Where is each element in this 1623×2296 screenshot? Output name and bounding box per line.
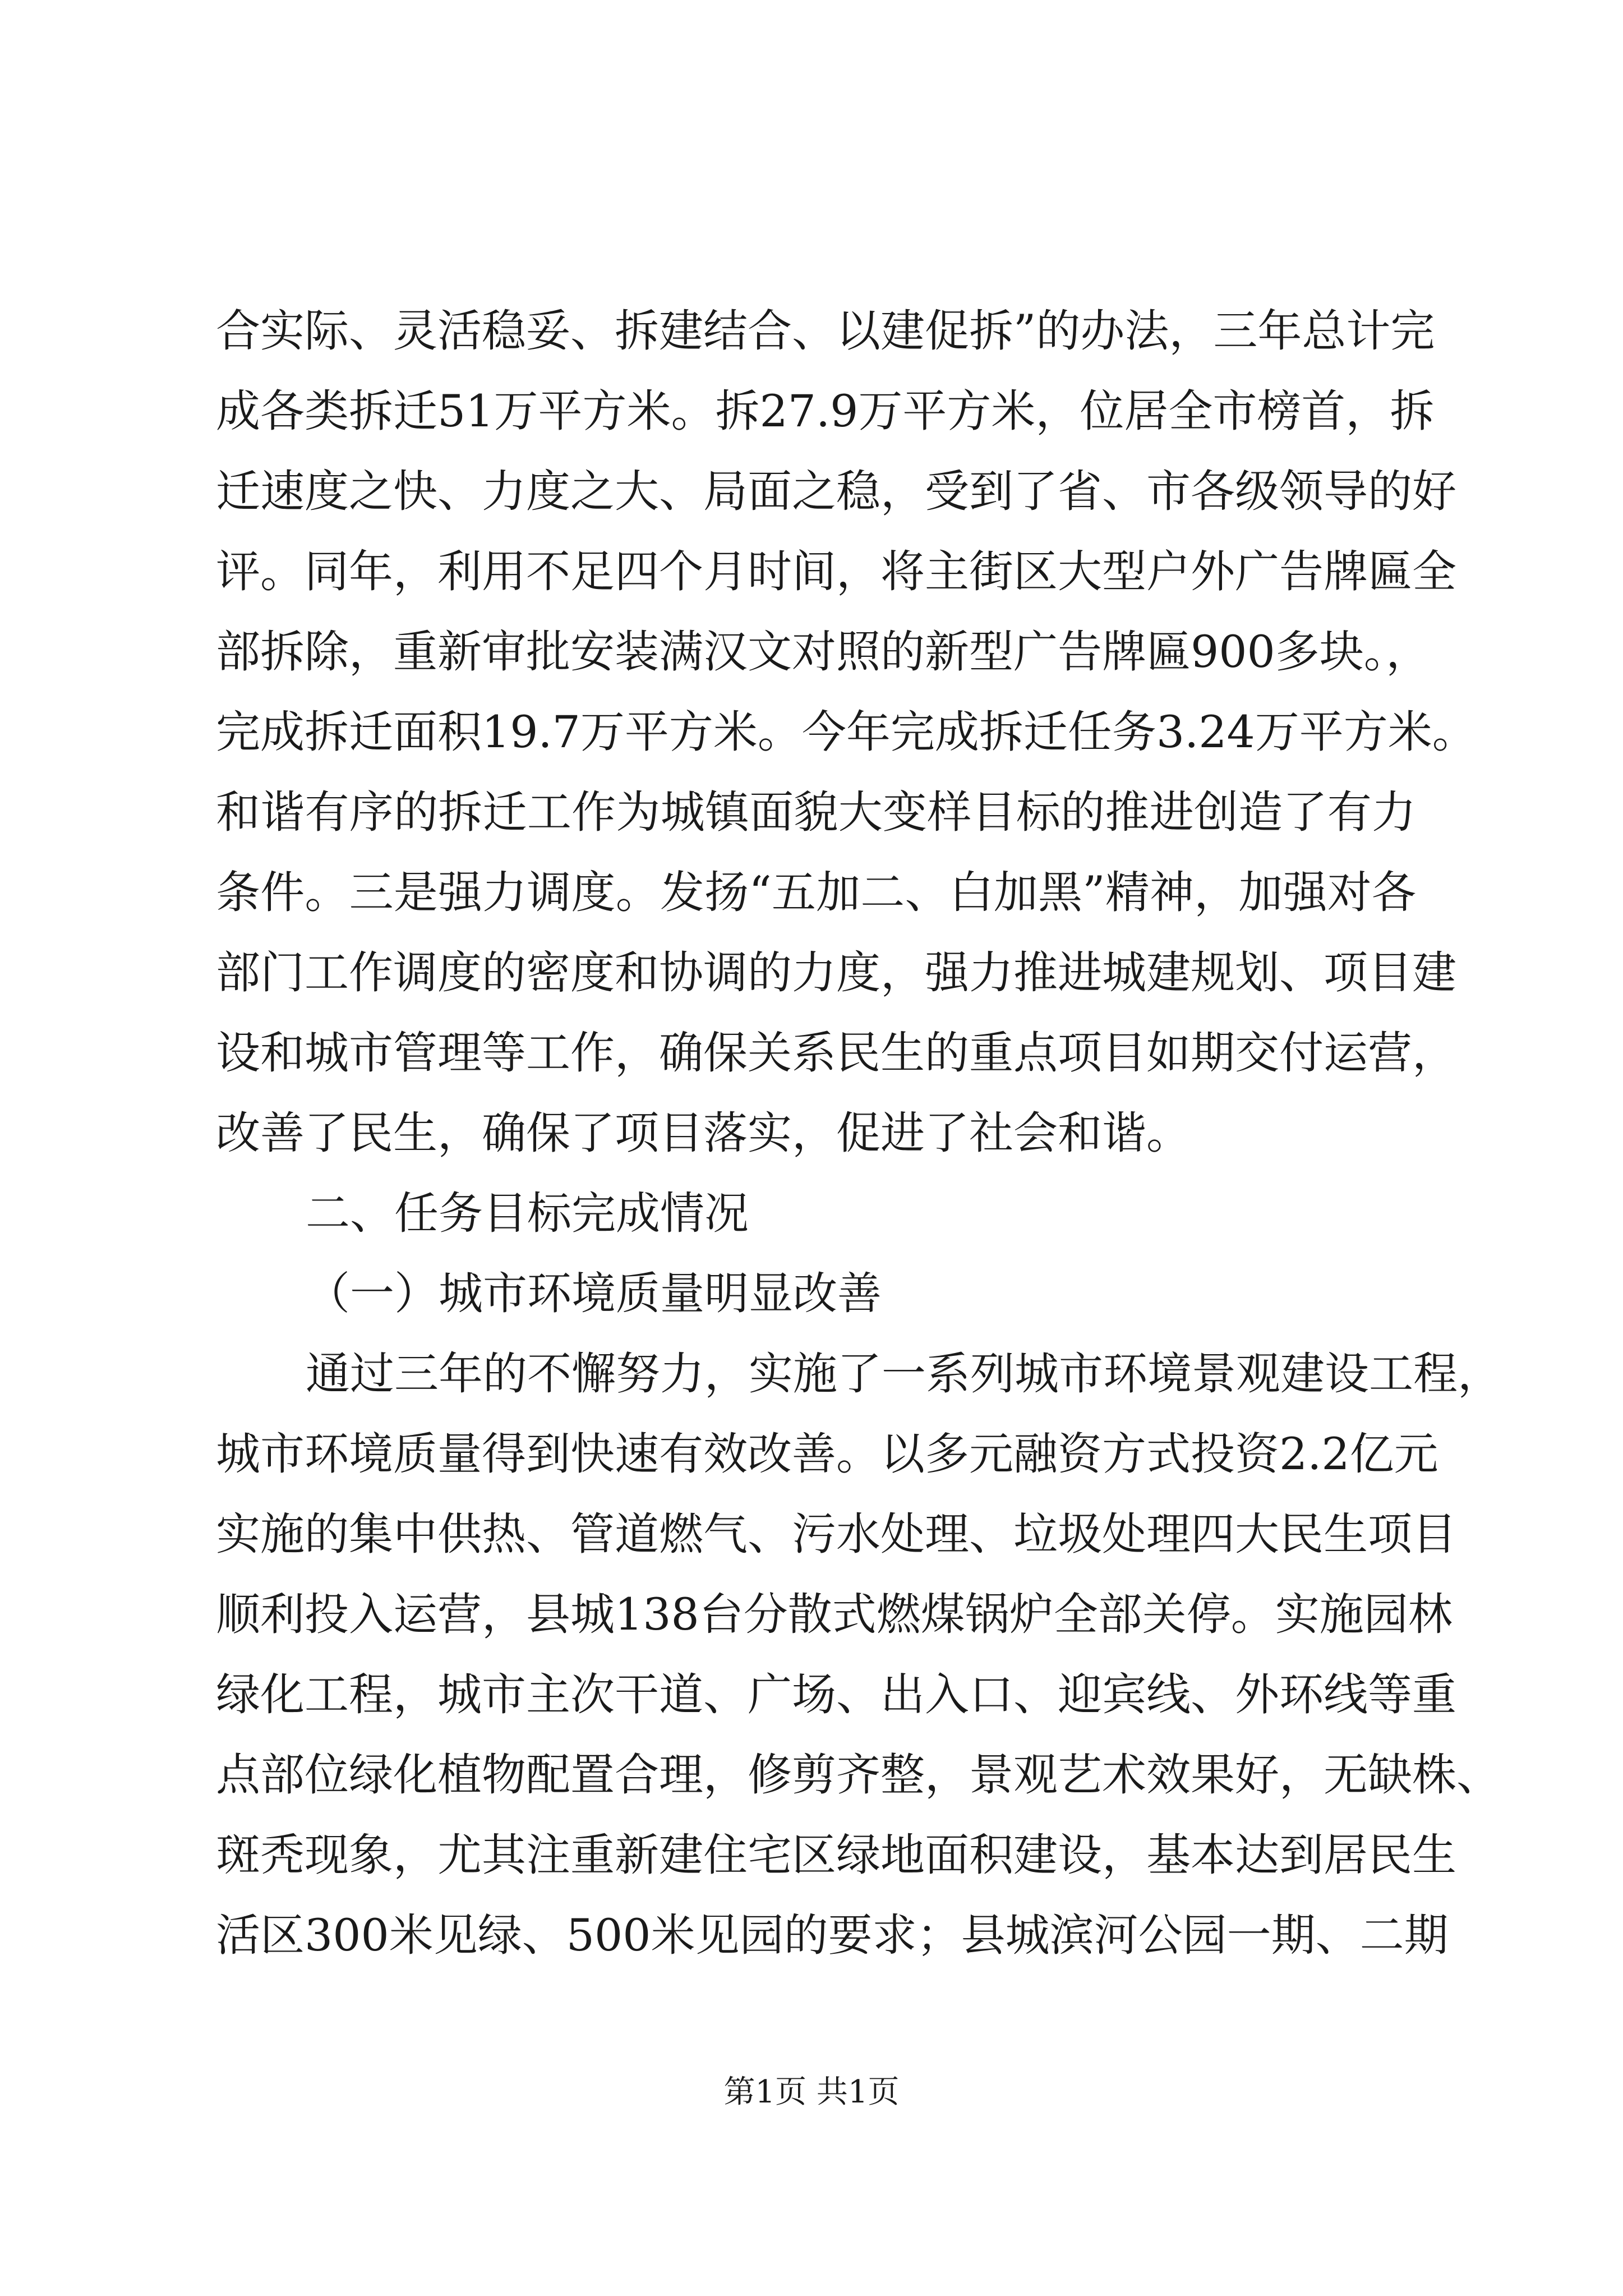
text-line: 通过三年的不懈努力，实施了一系列城市环境景观建设工程， bbox=[306, 1348, 1502, 1400]
text-line: 迁速度之快、力度之大、局面之稳，受到了省、市各级领导的好 bbox=[216, 466, 1456, 517]
text-line: 完成拆迁面积19.7万平方米。今年完成拆迁任务3.24万平方米。 bbox=[216, 706, 1477, 758]
text-line: 实施的集中供热、管道燃气、污水处理、垃圾处理四大民生项目 bbox=[216, 1508, 1456, 1560]
text-line: 设和城市管理等工作，确保关系民生的重点项目如期交付运营， bbox=[216, 1027, 1456, 1079]
text-line: 顺利投入运营，县城138台分散式燃煤锅炉全部关停。实施园林 bbox=[216, 1589, 1453, 1640]
text-line: 和谐有序的拆迁工作为城镇面貌大变样目标的推进创造了有力 bbox=[216, 786, 1416, 838]
text-line: 绿化工程，城市主次干道、广场、出入口、迎宾线、外环线等重 bbox=[216, 1669, 1456, 1720]
text-line: 活区300米见绿、500米见园的要求；县城滨河公园一期、二期 bbox=[216, 1910, 1449, 1961]
text-line: 成各类拆迁51万平方米。拆27.9万平方米，位居全市榜首，拆 bbox=[216, 385, 1435, 437]
text-line: 斑秃现象，尤其注重新建住宅区绿地面积建设，基本达到居民生 bbox=[216, 1829, 1456, 1881]
text-line: 改善了民生，确保了项目落实，促进了社会和谐。 bbox=[216, 1107, 1191, 1159]
page-footer: 第1页 共1页 bbox=[723, 2074, 900, 2110]
text-line: 合实际、灵活稳妥、拆建结合、以建促拆”的办法，三年总计完 bbox=[216, 305, 1435, 357]
text-line: 城市环境质量得到快速有效改善。以多元融资方式投资2.2亿元 bbox=[216, 1428, 1438, 1480]
text-line: 条件。三是强力调度。发扬“五加二、白加黑”精神，加强对各 bbox=[216, 867, 1416, 918]
subsection-heading: （一）城市环境质量明显改善 bbox=[306, 1268, 882, 1319]
text-line: 部拆除，重新审批安装满汉文对照的新型广告牌匾900多块。， bbox=[216, 626, 1431, 678]
text-line: 点部位绿化植物配置合理，修剪齐整，景观艺术效果好，无缺株、 bbox=[216, 1749, 1501, 1801]
section-heading: 二、任务目标完成情况 bbox=[306, 1188, 749, 1239]
text-line: 评。同年，利用不足四个月时间，将主街区大型户外广告牌匾全 bbox=[216, 546, 1456, 597]
text-line: 部门工作调度的密度和协调的力度，强力推进城建规划、项目建 bbox=[216, 947, 1456, 999]
